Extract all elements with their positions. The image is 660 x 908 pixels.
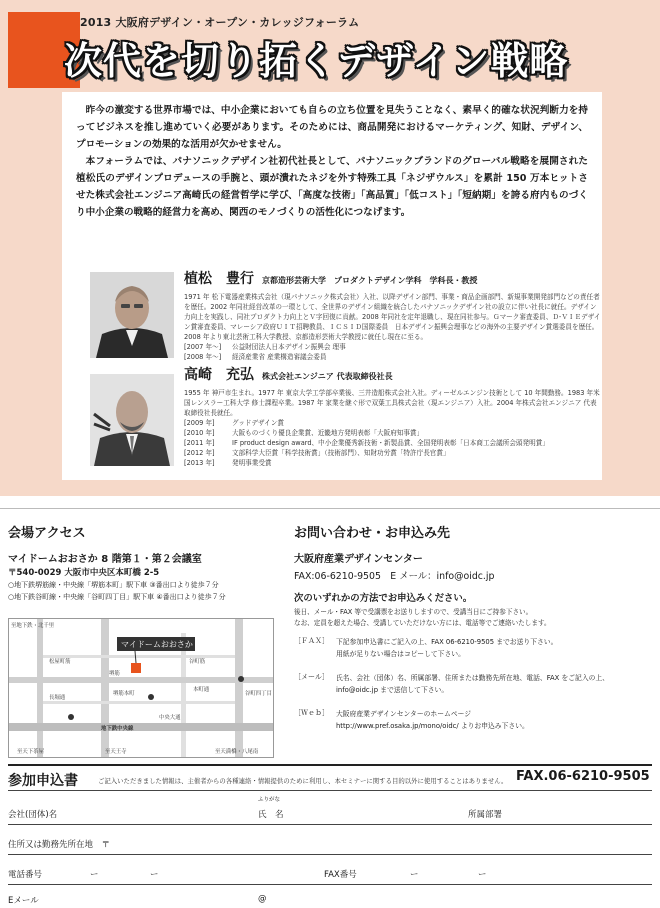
- method-note-1: 後日、メール・FAX 等で受講票をお送りしますので、受講当日にご持参下さい。: [294, 608, 533, 616]
- section-divider: [0, 508, 660, 509]
- content-panel: [62, 92, 602, 480]
- field-address-label: 住所又は勤務先所在地 〒: [8, 840, 111, 850]
- map-label: 本町通: [193, 687, 210, 693]
- map-label: 松屋町筋: [49, 659, 71, 665]
- map-venue-label: マイドームおおさか: [121, 640, 193, 649]
- speaker-history: [184, 418, 602, 468]
- email-at-sign: @: [258, 894, 267, 904]
- speaker-name: 高崎 充弘: [184, 367, 254, 383]
- fax-dash: ー: [410, 870, 419, 880]
- intro-paragraph-2: 本フォーラムでは、パナソニックデザイン社初代社長として、パナソニックブランドのグローバル戦略を展開された植松氏のデザインプロデュースの手腕と、頭が潰れたネジを外す特殊工具「ネジザウルス」を累計 150 万本ヒットさせた株式会社エンジニア高崎氏の経営哲学に学び、「高度な技術」「高品質」「低コスト」「短納期」を誇る府内ものづくり中小企業の戦略的経営力を高め、関西のモノづくりの活性化につなげます。: [76, 156, 588, 218]
- map-graphic: [9, 619, 273, 757]
- history-year: [2009 年]: [184, 419, 215, 427]
- venue-address: 〒540-0029 大阪市中央区本町橋 2-5: [8, 568, 160, 578]
- speaker-affiliation: 株式会社エンジニア 代表取締役社長: [262, 372, 393, 381]
- method-label-mail: ［メール］: [294, 673, 329, 681]
- field-furigana-label: ふりがな: [258, 797, 281, 803]
- venue-marker: [131, 663, 141, 673]
- map-label: 長堀通: [49, 695, 66, 701]
- history-text: 経済産業省 産業構造審議会委員: [232, 353, 327, 361]
- speaker-bio: 1955 年 神戸市生まれ。1977 年 東京大学工学部卒業後、三井造船株式会社入社。ディーゼルエンジン技術として 10 年間勤務。1983 年米国レンスラー工科大学 修士課程卒業。1987 年 家業を継ぐ形で双葉工具株式会社（現エンジニア）入社。2004 年株式会社エンジニア 代表取締役社長就任。: [184, 389, 600, 417]
- history-text: 発明事業受賞: [232, 459, 272, 467]
- phone-dash: ー: [150, 870, 159, 880]
- speaker-info-uematsu: [184, 268, 602, 362]
- method-title: 次のいずれかの方法でお申込みください。: [294, 593, 473, 604]
- method-text-mail: 氏名、会社（団体）名、所属部署、住所または勤務先所在地、電話、FAX をご記入の上、: [336, 674, 610, 682]
- history-year: [2013 年]: [184, 459, 215, 467]
- map-label: 谷町筋: [189, 659, 206, 665]
- speaker-name: 植松 豊行: [184, 271, 254, 287]
- speaker-info-takasaki: [184, 364, 602, 468]
- field-fax-label: FAX番号: [324, 870, 357, 880]
- form-top-rule: [8, 764, 652, 766]
- speaker-takasaki: [76, 364, 600, 474]
- history-year: [2007 年～]: [184, 343, 222, 351]
- speaker-photo-uematsu: [90, 272, 174, 358]
- history-year: [2010 年]: [184, 429, 215, 437]
- venue-name: マイドームおおさか 8 階第１・第２会議室: [8, 554, 202, 565]
- speaker-history: [184, 342, 602, 362]
- field-email-label: Eメール: [8, 896, 39, 906]
- method-text-mail-2: info@oidc.jp まで送信して下さい。: [336, 686, 449, 694]
- access-line-2: ○地下鉄谷町線・中央線「谷町四丁目」駅下車 ④番出口より徒歩７分: [8, 593, 226, 601]
- intro-text: [76, 102, 588, 221]
- contact-org: 大阪府産業デザインセンター: [294, 554, 423, 565]
- method-label-web: ［Ｗｅｂ］: [294, 709, 329, 717]
- map-label: 至天満橋・八尾南: [215, 749, 259, 755]
- form-row-line[interactable]: [8, 854, 652, 855]
- speaker-affiliation: 京都造形芸術大学 プロダクトデザイン学科 学科長・教授: [262, 276, 478, 285]
- method-text-fax-2: 用紙が足りない場合はコピーして下さい。: [336, 650, 465, 658]
- history-text: 大阪ものづくり優良企業賞、近畿地方発明表彰「大阪府知事賞」: [232, 429, 424, 437]
- station-marker: [238, 676, 244, 682]
- access-title: 会場アクセス: [8, 526, 86, 541]
- phone-dash: ー: [90, 870, 99, 880]
- field-name-label: 氏 名: [258, 810, 284, 820]
- intro-paragraph-1: 昨今の激変する世界市場では、中小企業においても自らの立ち位置を見失うことなく、素早く的確な状況判断力を持ってビジネスを推し進めていく必要があります。そのためには、商品開発におけるマーケティング、知財、デザイン、プロモーションの効果的な活用が欠かせません。: [76, 105, 588, 150]
- map-label: 至天下茶屋: [17, 749, 44, 755]
- form-rule: [8, 790, 652, 791]
- speaker-uematsu: [76, 268, 601, 370]
- method-text-web: 大阪府産業デザインセンターのホームページ: [336, 710, 472, 718]
- form-note: ご記入いただきました情報は、主催者からの各種連絡・情報提供のために利用し、本セミナーに関する目的以外に使用することはありません。: [98, 777, 508, 785]
- map-label: 至天王寺: [105, 749, 127, 755]
- map-label: 地下鉄中央線: [101, 726, 134, 732]
- station-marker: [68, 714, 74, 720]
- history-text: グッドデザイン賞: [232, 419, 284, 427]
- history-year: [2011 年]: [184, 439, 215, 447]
- map-label: 至地下鉄・北千里: [11, 623, 55, 629]
- form-title: 参加申込書: [8, 773, 78, 789]
- field-phone-label: 電話番号: [8, 870, 43, 880]
- field-dept-label: 所属部署: [468, 810, 503, 820]
- history-text: IF product design award、中小企業優秀新技術・新製品賞、全国発明表彰「日本商工会議所会頭発明賞」: [232, 439, 549, 447]
- map-label: 堺筋本町: [113, 691, 135, 697]
- history-text: 文部科学大臣賞「科学技術賞」（技術部門）、知財功労賞「特許庁長官賞」: [232, 449, 450, 457]
- method-text-fax: 下記参加申込書にご記入の上、FAX 06-6210-9505 までお送り下さい。: [336, 638, 558, 646]
- contact-fax-mail: FAX:06-6210-9505 E メール：info@oidc.jp: [294, 571, 495, 582]
- station-marker: [148, 694, 154, 700]
- page-title: 次代を切り拓くデザイン戦略: [64, 39, 569, 83]
- method-note-2: なお、定員を超えた場合、受講していただけない方には、電話等でご連絡いたします。: [294, 619, 551, 627]
- field-company-label: 会社(団体)名: [8, 810, 58, 820]
- speaker-photo-takasaki: [90, 374, 174, 466]
- form-row-line[interactable]: [8, 824, 652, 825]
- form-fax-number: FAX.06-6210-9505: [516, 769, 650, 784]
- access-line-1: ○地下鉄堺筋線・中央線「堺筋本町」駅下車 ③番出口より徒歩７分: [8, 581, 219, 589]
- access-map: [8, 618, 274, 758]
- map-label: 谷町四丁目: [245, 691, 272, 697]
- fax-dash: ー: [478, 870, 487, 880]
- speaker-bio: 1971 年 松下電器産業株式会社（現パナソニック株式会社）入社、以降デザイン部門、事業・商品企画部門、新規事業開発部門などの責任者を歴任。2002 年同社経営改革の一環として、全世界のデザイン組織を統合したパナソニックデザイン社の設立に伴い社長に就任。デザイン力向上を実践し、同社プロダクト力向上とＶ字回復に貢献。2008 年同社を定年退職し、現在同社参与。Ｇマーク審査委員、Ｄ-ＶＩＥデザイン賞審査委員、マレーシア政府ＵＩＴ招聘教員、ＩＣＳＩＤ国際委員 日本デザイン振興会理事などの海外の主要デザイン賞選委員を歴任。2008 年より東北芸術工科大学教授、京都造形芸術大学教授に就任し現在に至る。: [184, 293, 601, 341]
- map-label: 堺筋: [109, 671, 120, 677]
- map-label: 中央大通: [159, 715, 181, 721]
- history-year: [2008 年～]: [184, 353, 222, 361]
- contact-title: お問い合わせ・お申込み先: [294, 526, 451, 541]
- method-label-fax: ［ＦＡＸ］: [294, 637, 329, 645]
- form-row-line[interactable]: [8, 884, 652, 885]
- method-text-web-2[interactable]: http://www.pref.osaka.jp/mono/oidc/ よりお申込み下さい。: [336, 722, 529, 730]
- forum-name: 2013 大阪府デザイン・オープン・カレッジフォーラム: [80, 16, 360, 29]
- history-year: [2012 年]: [184, 449, 215, 457]
- history-text: 公益財団法人日本デザイン振興会 理事: [232, 343, 346, 351]
